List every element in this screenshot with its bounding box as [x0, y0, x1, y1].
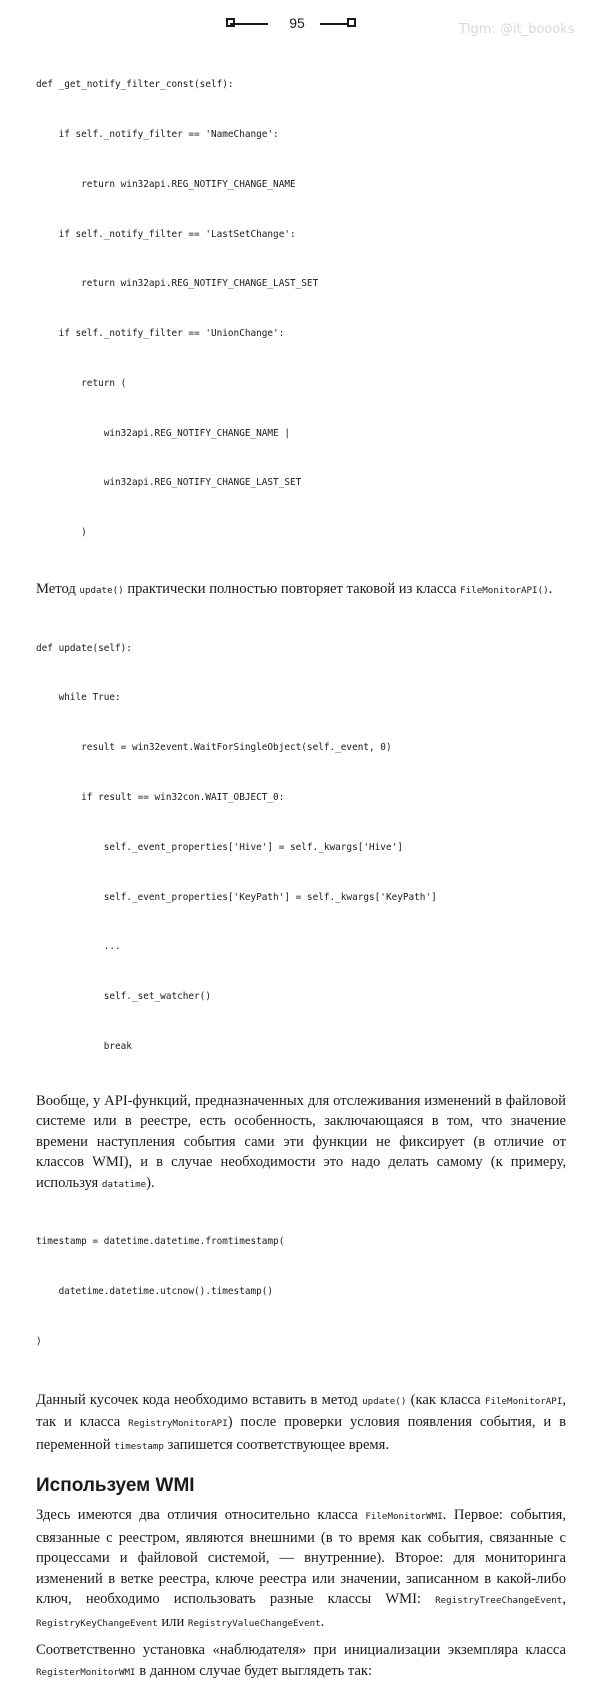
paragraph-wmi-differences: Здесь имеются два отличия относительно класса FileMonitorWMI. Первое: события, связанные с реестром, являются внешними (в то время как события, связанные с процессами и файловой системой, — внутренние). Второе: для мониторинга изменений в ветке реестра, ключе реестра или значении, записанном в какой-либо ключ, необходимо использовать разные классы WMI: RegistryTreeChangeEvent, RegistryKeyChangeEvent или RegistryValueChangeEvent. — [36, 1507, 566, 1630]
inline-code: RegistryMonitorAPI — [128, 1418, 228, 1430]
code-block-notify-filter — [36, 44, 566, 575]
inline-code: FileMonitorWMI — [365, 1511, 443, 1523]
code-line: if self._notify_filter == 'LastSetChange': — [36, 228, 296, 240]
inline-code: timestamp — [114, 1440, 164, 1452]
code-line: if self._notify_filter == 'NameChange': — [36, 128, 279, 140]
code-line: def _get_notify_filter_const(self): — [36, 79, 234, 91]
inline-code: update() — [362, 1395, 407, 1407]
header-right-box — [347, 18, 356, 27]
inline-code: update() — [79, 585, 124, 596]
code-line: while True: — [36, 692, 121, 704]
code-line: result = win32event.WaitForSingleObject(self._event, 0) — [36, 742, 392, 754]
watermark: Tlgm: @it_boooks — [459, 22, 575, 37]
inline-code: FileMonitorAPI — [484, 1395, 563, 1407]
header-left-rule — [230, 23, 268, 25]
inline-code: RegistryValueChangeEvent — [187, 1617, 321, 1629]
page-number: 95 — [289, 15, 305, 31]
inline-code: RegisterMonitorWMI — [36, 1666, 136, 1678]
code-line: ) — [36, 527, 87, 539]
code-line: return win32api.REG_NOTIFY_CHANGE_NAME — [36, 178, 296, 190]
paragraph-insert-code: Данный кусочек кода необходимо вставить в метод update() (как класса FileMonitorAPI, так и класса RegistryMonitorAPI) после проверки условия появления события, и в переменной timestamp запишется соответствующее время. — [36, 1391, 567, 1453]
inline-code: RegistryKeyChangeEvent — [36, 1617, 158, 1629]
code-line: return ( — [36, 377, 127, 389]
section-heading: Используем WMI — [36, 1475, 195, 1497]
code-line: if self._notify_filter == 'UnionChange': — [36, 328, 285, 340]
code-line: ) — [36, 1335, 42, 1347]
code-line: datetime.datetime.utcnow().timestamp() — [36, 1286, 274, 1298]
code-line: def update(self): — [36, 642, 132, 654]
code-line: ... — [36, 941, 121, 953]
code-line: break — [36, 1040, 132, 1052]
code-block-update — [36, 608, 566, 1089]
inline-code: datatime — [101, 1178, 147, 1190]
code-line: timestamp = datetime.datetime.fromtimestamp( — [36, 1236, 285, 1248]
code-block-timestamp — [36, 1201, 566, 1384]
page-content — [36, 44, 566, 1683]
inline-code: RegistryTreeChangeEvent — [435, 1595, 563, 1607]
inline-code: FileMonitorAPI() — [460, 585, 549, 596]
code-line: win32api.REG_NOTIFY_CHANGE_NAME | — [36, 427, 290, 439]
code-line: return win32api.REG_NOTIFY_CHANGE_LAST_SET — [36, 278, 319, 290]
code-line: win32api.REG_NOTIFY_CHANGE_LAST_SET — [36, 477, 302, 489]
code-line: self._event_properties['Hive'] = self._kwargs['Hive'] — [36, 841, 403, 853]
code-line: self._event_properties['KeyPath'] = self._kwargs['KeyPath'] — [36, 891, 437, 903]
paragraph-watcher-setup: Соответственно установка «наблюдателя» при инициализации экземпляра класса RegisterMonitorWMI в данном случае будет выглядеть так: — [36, 1642, 566, 1679]
paragraph-update-method: Метод update() практически полностью повторяет таковой из класса FileMonitorAPI(). — [36, 581, 553, 597]
code-line: if result == win32con.WAIT_OBJECT_0: — [36, 792, 285, 804]
code-line: self._set_watcher() — [36, 991, 211, 1003]
paragraph-api-timestamp: Вообще, у API-функций, предназначенных для отслеживания изменений в файловой системе или в реестре, есть особенность, заключающаяся в том, что значение времени наступления события сами эти функции не фиксирует (в отличие от классов WMI), и в случае необходимости это надо делать самому (к примеру, используя datatime). — [36, 1092, 566, 1191]
